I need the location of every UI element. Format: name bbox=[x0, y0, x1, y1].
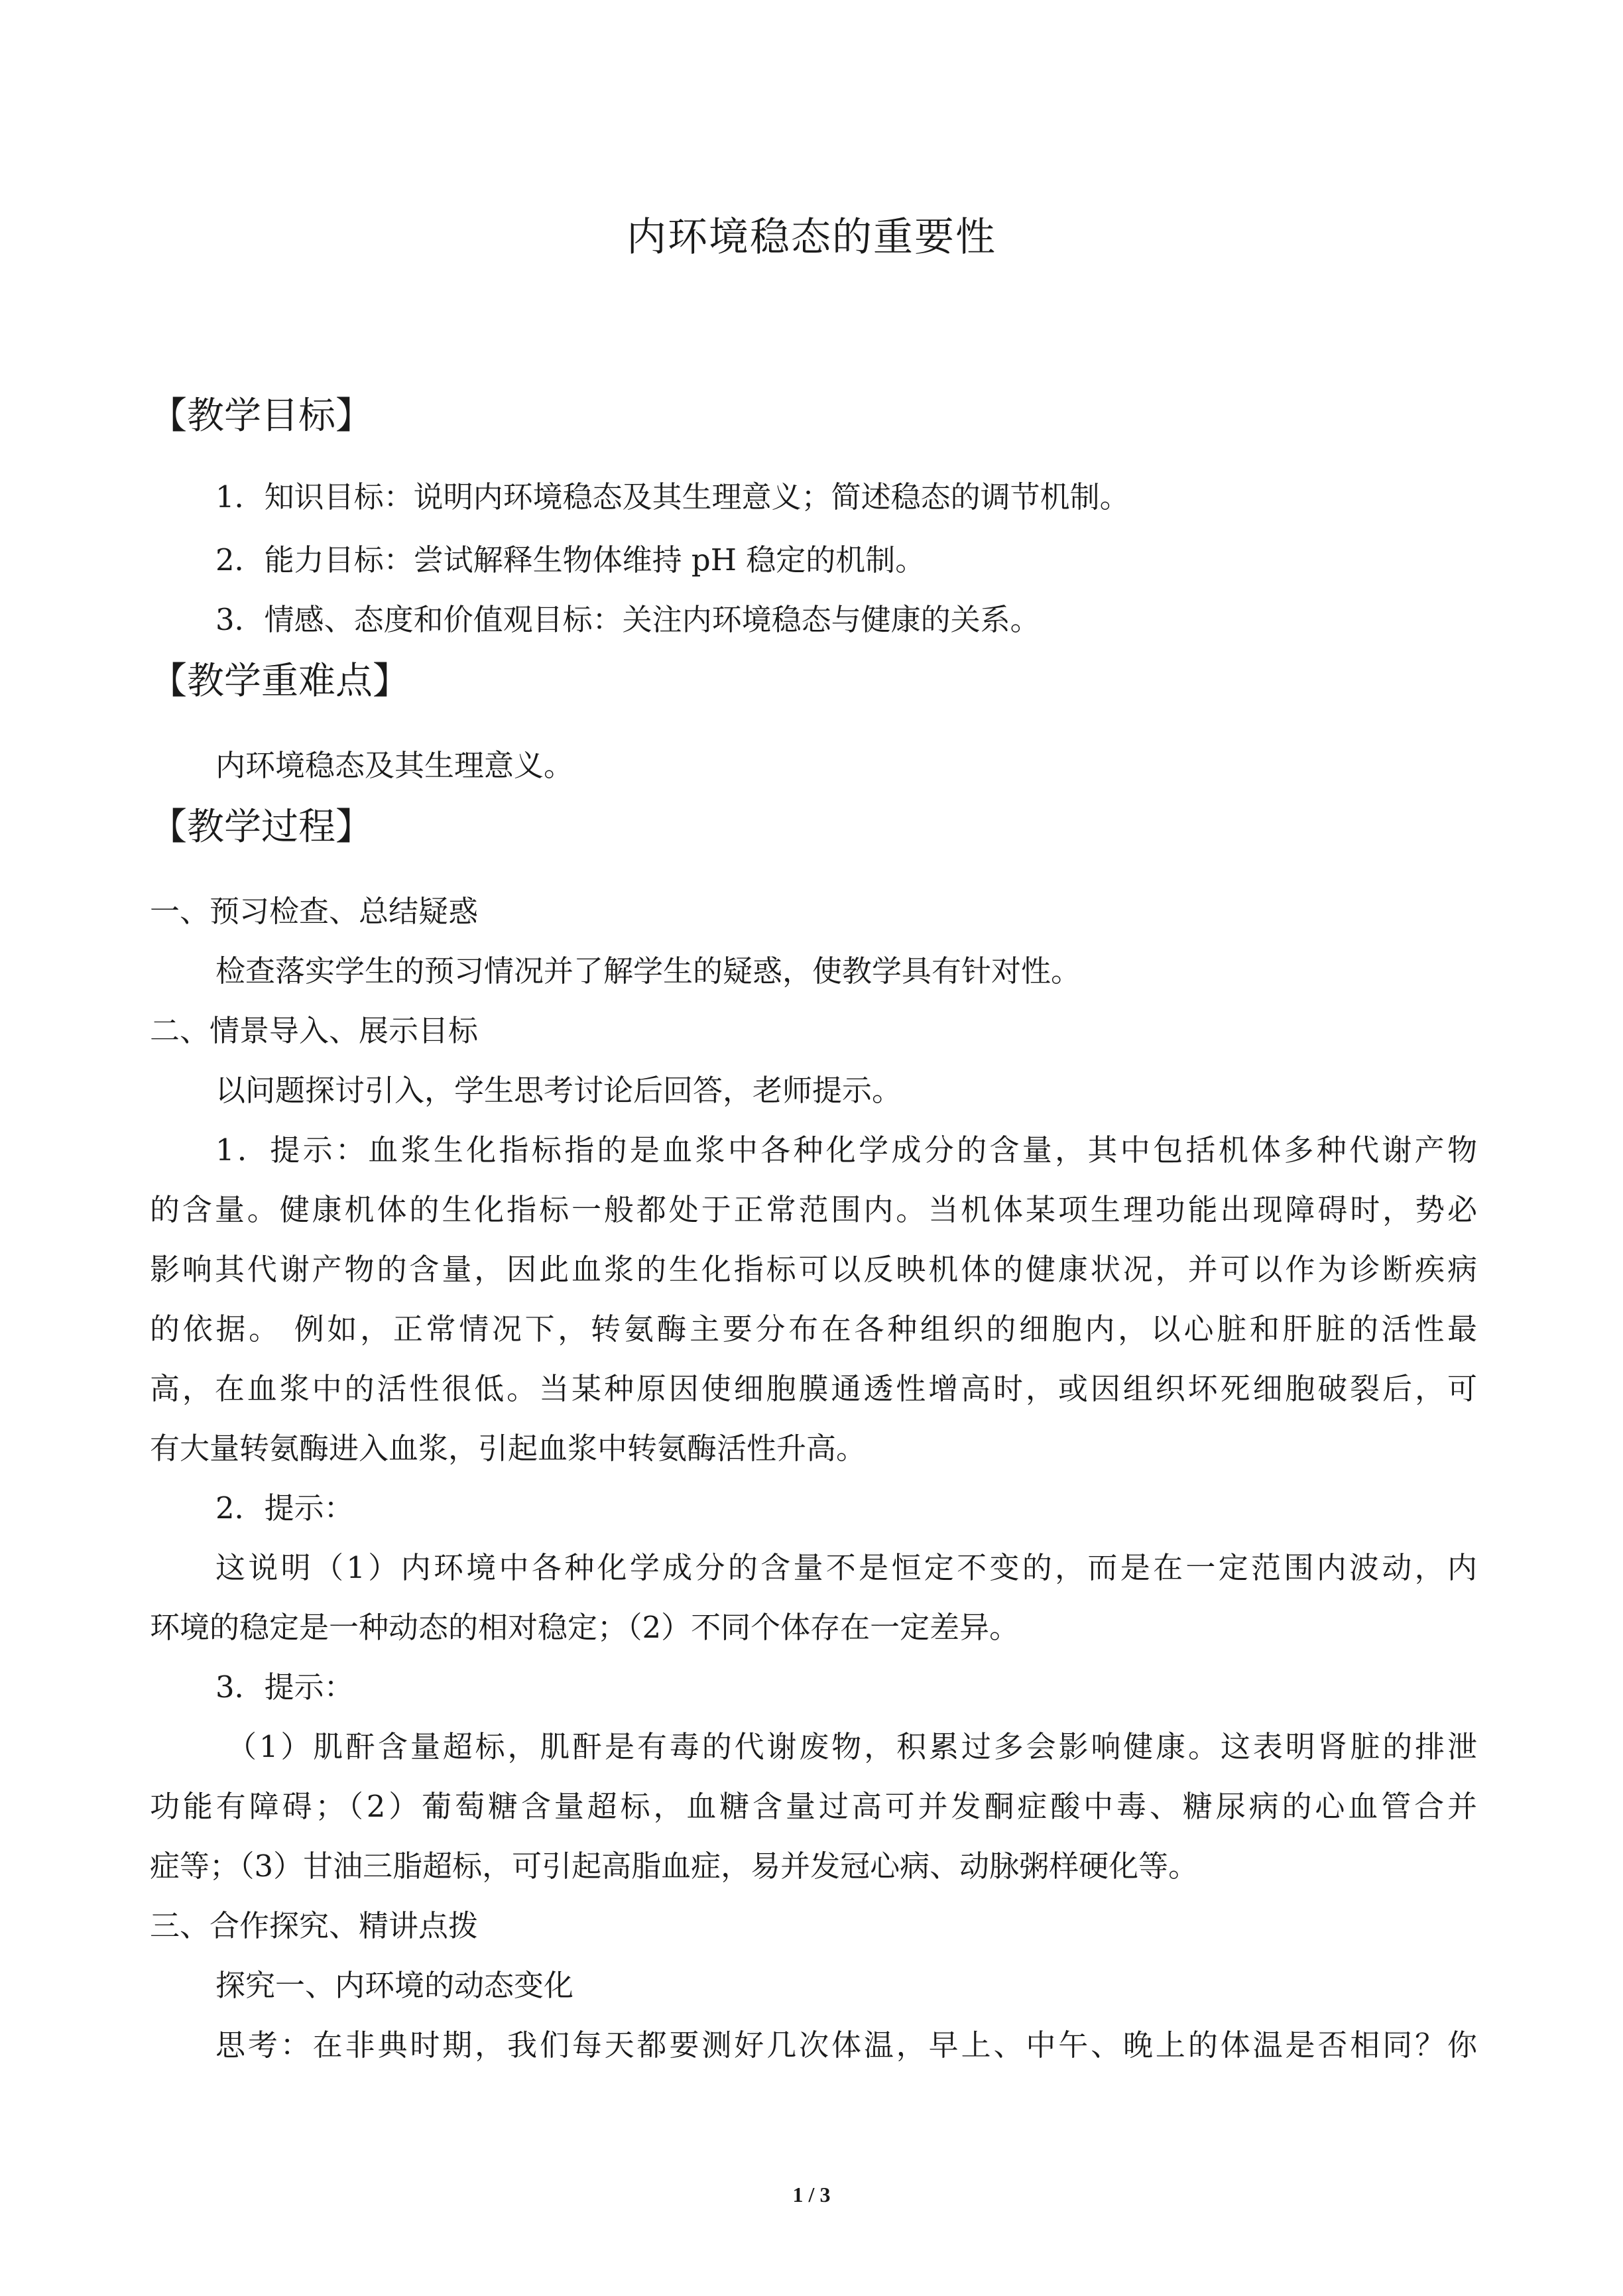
goal-item-1: 1．知识目标：说明内环境稳态及其生理意义；简述稳态的调节机制。 bbox=[215, 479, 1130, 514]
explore1-title: 探究一、内环境的动态变化 bbox=[215, 1968, 574, 2003]
hint2-label: 2．提示： bbox=[215, 1490, 354, 1526]
document-title: 内环境稳态的重要性 bbox=[627, 214, 996, 261]
hint1-line-6: 有大量转氨酶进入血浆，引起血浆中转氨酶活性升高。 bbox=[150, 1431, 867, 1466]
part1-text: 检查落实学生的预习情况并了解学生的疑惑，使教学具有针对性。 bbox=[215, 953, 1081, 989]
goals-heading: 【教学目标】 bbox=[150, 394, 373, 438]
part2-title: 二、情景导入、展示目标 bbox=[150, 1013, 479, 1048]
process-heading: 【教学过程】 bbox=[150, 806, 373, 849]
part3-title: 三、合作探究、精讲点拨 bbox=[150, 1908, 479, 1943]
hint2-line-1: 这说明（1）内环境中各种化学成分的含量不是恒定不变的，而是在一定范围内波动，内 bbox=[215, 1550, 1477, 1585]
hint1-line-5: 高，在血浆中的活性很低。当某种原因使细胞膜通透性增高时，或因组织坏死细胞破裂后，可 bbox=[150, 1371, 1477, 1406]
hint1-line-1: 1．提示：血浆生化指标指的是血浆中各种化学成分的含量，其中包括机体多种代谢产物 bbox=[215, 1132, 1477, 1168]
hint3-label: 3．提示： bbox=[215, 1669, 354, 1705]
hint3-line-1: （1）肌酐含量超标，肌酐是有毒的代谢废物，积累过多会影响健康。这表明肾脏的排泄 bbox=[227, 1729, 1477, 1764]
goal-item-3: 3．情感、态度和价值观目标：关注内环境稳态与健康的关系。 bbox=[215, 602, 1040, 637]
hint2-line-2: 环境的稳定是一种动态的相对稳定；（2）不同个体存在一定差异。 bbox=[150, 1610, 1020, 1645]
hint3-line-2: 功能有障碍；（2）葡萄糖含量超标，血糖含量过高可并发酮症酸中毒、糖尿病的心血管合并 bbox=[150, 1789, 1477, 1824]
hint3-line-3: 症等；（3）甘油三脂超标，可引起高脂血症，易并发冠心病、动脉粥样硬化等。 bbox=[150, 1848, 1199, 1884]
part2-text: 以问题探讨引入，学生思考讨论后回答，老师提示。 bbox=[215, 1073, 902, 1108]
think-line: 思考：在非典时期，我们每天都要测好几次体温，早上、中午、晚上的体温是否相同？你 bbox=[215, 2027, 1477, 2063]
hint1-line-2: 的含量。健康机体的生化指标一般都处于正常范围内。当机体某项生理功能出现障碍时，势必 bbox=[150, 1192, 1477, 1227]
hint1-line-3: 影响其代谢产物的含量，因此血浆的生化指标可以反映机体的健康状况，并可以作为诊断疾病 bbox=[150, 1252, 1477, 1287]
goal-item-2: 2．能力目标：尝试解释生物体维持 pH 稳定的机制。 bbox=[215, 542, 926, 577]
page-number: 1 / 3 bbox=[792, 2183, 831, 2206]
hint1-line-4: 的依据。 例如，正常情况下，转氨酶主要分布在各种组织的细胞内，以心脏和肝脏的活性最 bbox=[150, 1311, 1477, 1347]
keypoints-heading: 【教学重难点】 bbox=[150, 660, 410, 703]
keypoints-text: 内环境稳态及其生理意义。 bbox=[215, 748, 574, 783]
part1-title: 一、预习检查、总结疑惑 bbox=[150, 894, 479, 929]
